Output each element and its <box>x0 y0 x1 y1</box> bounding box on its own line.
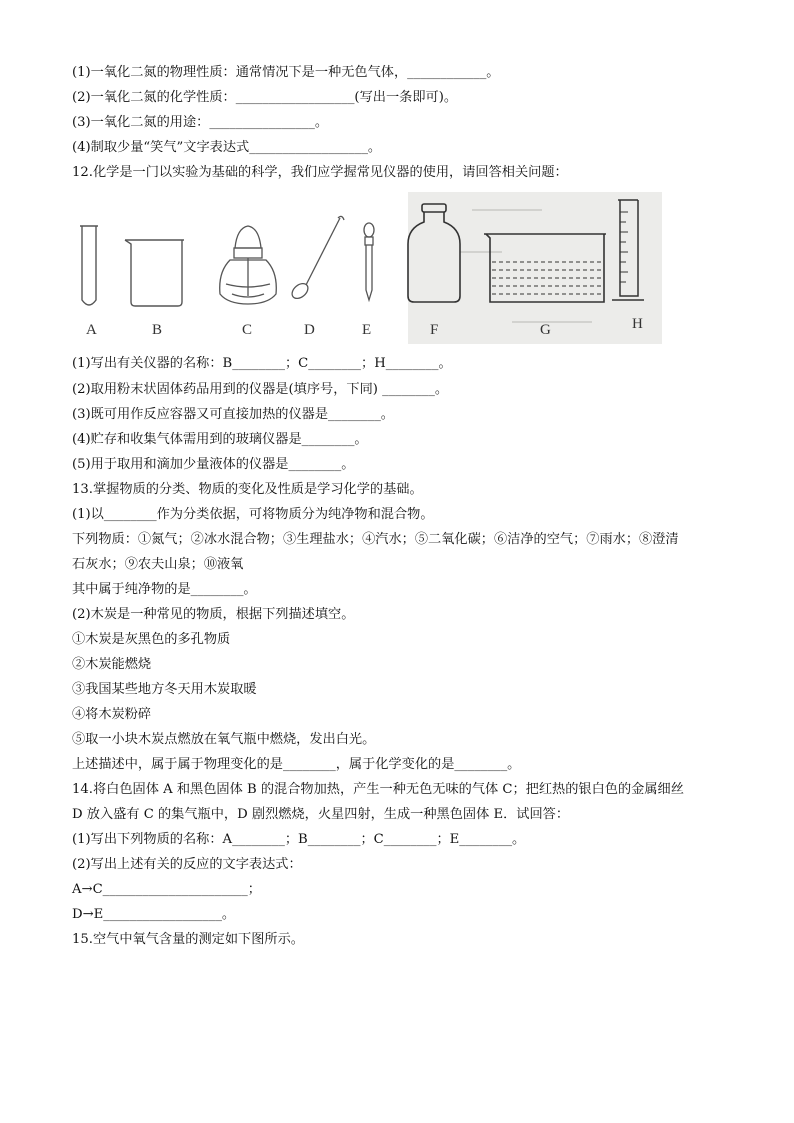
q13-desc-1: ①木炭是灰黑色的多孔物质 <box>72 632 231 647</box>
q13-item-2: (2)木炭是一种常见的物质，根据下列描述填空。 <box>72 607 355 622</box>
q13-desc-2: ②木炭能燃烧 <box>72 657 152 672</box>
q13-desc-4: ④将木炭粉碎 <box>72 707 152 722</box>
q11-item-1: (1)一氧化二氮的物理性质：通常情况下是一种无色气体，____________。 <box>72 65 500 80</box>
dropper-icon <box>364 223 374 300</box>
q14-item-1: (1)写出下列物质的名称：A________；B________；C________；E________。 <box>72 832 526 847</box>
q13-substances-line-2: 石灰水；⑨农夫山泉；⑩液氧 <box>72 557 244 572</box>
alcohol-lamp-icon <box>220 226 277 304</box>
q12-item-5: (5)用于取用和滴加少量液体的仪器是________。 <box>72 457 355 472</box>
q13-item-1: (1)以________作为分类依据，可将物质分为纯净物和混合物。 <box>72 507 434 522</box>
beaker-icon <box>125 240 184 306</box>
label-c: C <box>242 322 253 338</box>
q11-item-2: (2)一氧化二氮的化学性质：__________________(写出一条即可)。 <box>72 90 458 105</box>
figure-scan-background <box>408 192 662 344</box>
q12-item-4: (4)贮存和收集气体需用到的玻璃仪器是________。 <box>72 432 368 447</box>
q12-item-2: (2)取用粉末状固体药品用到的仪器是(填序号，下同) ________。 <box>72 382 449 397</box>
label-a: A <box>86 322 97 338</box>
label-g: G <box>540 322 551 338</box>
q14-a-to-c: A→C______________________； <box>72 882 261 897</box>
q15-stem: 15.空气中氧气含量的测定如下图所示。 <box>72 932 304 947</box>
q12-item-3: (3)既可用作反应容器又可直接加热的仪器是________。 <box>72 407 394 422</box>
q13-desc-3: ③我国某些地方冬天用木炭取暖 <box>72 682 257 697</box>
q13-substances-line-1: 下列物质：①氮气；②冰水混合物；③生理盐水；④汽水；⑤二氧化碳；⑥洁净的空气；⑦雨水；⑧澄清 <box>72 532 679 547</box>
q11-item-3: (3)一氧化二氮的用途：________________。 <box>72 115 329 130</box>
q12-item-1: (1)写出有关仪器的名称：B________；C________；H________。 <box>72 356 452 371</box>
q11-item-4: (4)制取少量“笑气”文字表达式__________________。 <box>72 140 382 155</box>
q12-stem: 12.化学是一门以实验为基础的科学，我们应学握常见仪器的使用，请回答相关问题： <box>72 165 568 180</box>
q14-d-to-e: D→E__________________。 <box>72 907 236 922</box>
test-tube-icon <box>80 226 98 305</box>
label-f: F <box>430 322 439 338</box>
q13-change-question: 上述描述中，属于属于物理变化的是________，属于化学变化的是________。 <box>72 757 521 772</box>
label-h: H <box>632 316 643 332</box>
label-d: D <box>304 322 315 338</box>
q13-pure-question: 其中属于纯净物的是________。 <box>72 582 257 597</box>
q13-stem: 13.掌握物质的分类、物质的变化及性质是学习化学的基础。 <box>72 482 423 497</box>
q14-item-2: (2)写出上述有关的反应的文字表达式： <box>72 857 302 872</box>
q14-stem-2: D 放入盛有 C 的集气瓶中，D 剧烈燃烧，火星四射，生成一种黑色固体 E．试回答： <box>72 807 570 822</box>
q14-stem-1: 14.将白色固体 A 和黑色固体 B 的混合物加热，产生一种无色无味的气体 C；把红热的银白色的金属细丝 <box>72 782 684 797</box>
label-b: B <box>152 322 163 338</box>
label-e: E <box>362 322 372 338</box>
medicine-spoon-icon <box>289 216 344 301</box>
q13-desc-5: ⑤取一小块木炭点燃放在氧气瓶中燃烧，发出白光。 <box>72 732 376 747</box>
lab-apparatus-figure <box>72 192 662 344</box>
